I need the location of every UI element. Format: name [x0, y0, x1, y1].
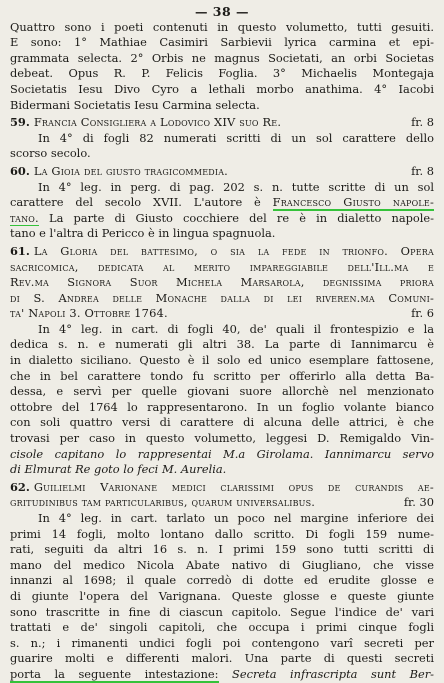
entry-title: Francia Consigliera a Lodovico XIV suo Re. [33, 115, 282, 130]
intro-line: E sono: 1° Mathiae Casimiri Sarbievii lyrica carmina et epi- [10, 35, 434, 50]
highlighted-phrase: porta la seguente intestazione: [10, 666, 219, 681]
entry-line: in dialetto siciliano. Questo è il solo ed unico esemplare fattosene, [10, 353, 434, 368]
entry-line: rati, seguiti da altri 16 s. n. I primi 159 sono tutti scritti di [10, 542, 434, 557]
entry-line: La parte di Giusto cocchiere del re è in dialetto napole- [38, 210, 434, 225]
entry-line: che in bel carattere tondo fu scritto per offerirlo alla detta Ba- [10, 368, 434, 383]
entry-line: In 4° di fogli 82 numerati scritti di un sol carattere dello [38, 130, 434, 145]
entry-format: fr. 8 [411, 163, 434, 178]
entry-line: tano e l'altra di Pericco è in lingua spagnuola. [10, 226, 276, 241]
entry-line: trovasi per caso in questo volumetto, leggesi D. Remigaldo Vin- [10, 431, 434, 446]
entry-title: Rev.ma Signora Suor Michela Marsarola, degnissima priora [10, 275, 434, 290]
entry-format: fr. 8 [411, 115, 434, 130]
entry-line: dessa, e servì per quelle giovani suore allorchè nel menzionato [10, 384, 434, 399]
entry-line: con soli quattro versi di carattere di alcuna delle attrici, è che [10, 415, 434, 430]
intro-paragraph [10, 20, 434, 114]
entry-62 [10, 480, 434, 683]
entry-line: guarire molti e differenti malori. Una parte di questi secreti [10, 651, 434, 666]
entry-line: scorso secolo. [10, 146, 91, 161]
entry-number: 59. [10, 115, 30, 130]
intro-line: grammata selecta. 2° Orbis ne magnus Societati, an orbi Societas [10, 50, 434, 65]
entry-line: di giunte l'opera del Varignana. Queste glosse e queste giunte [10, 588, 434, 603]
entry-line: primi 14 fogli, molto lontano dallo scritto. Di fogli 159 nume- [10, 526, 434, 541]
entry-line: innanzi al 1698; il quale corredò di dotte ed erudite glosse e [10, 573, 434, 588]
entry-line: In 4° leg. in cart. di fogli 40, de' quali il frontespizio e la [38, 321, 434, 336]
entry-line: trattati e de' singoli capitoli, che occupa i primi cinque fogli [10, 620, 434, 635]
entry-title: gritudinibus tam particularibus, quarum universalibus. [10, 495, 316, 510]
entry-61 [10, 244, 434, 478]
entry-title: sacricomica, dedicata al merito impareggiabile dell'Ill.ma e [10, 259, 434, 274]
entry-line: Secreta infrascripta sunt Ber- [218, 666, 434, 681]
entry-format: fr. 6 [411, 306, 434, 321]
entry-number: 61. [10, 243, 30, 258]
highlighted-author: tano. [10, 210, 39, 225]
intro-line: debeat. Opus R. P. Felicis Foglia. 3° Michaelis Montegaja [10, 66, 434, 81]
highlighted-author: Francesco Giusto napole- [272, 195, 434, 210]
intro-line: Societatis Iesu Divo Cyro a lethali morbo anathima. 4° Iacobi [10, 81, 434, 96]
entry-line: s. n.; i rimanenti undici fogli poi contengono varî secreti per [10, 635, 434, 650]
entry-line: cisole capitano lo rappresentai M.a Girolama. Iannimarcu servo [10, 446, 434, 461]
entry-line: carattere del secolo XVII. L'autore è [10, 195, 273, 210]
entry-number: 60. [10, 163, 30, 178]
entry-line: In 4° leg. in perg. di pag. 202 s. n. tutte scritte di un sol [38, 179, 434, 194]
entry-title: ta' Napoli 3. Ottobre 1764. [10, 306, 168, 321]
entry-line: ottobre del 1764 lo rappresentarono. In un foglio volante bianco [10, 399, 434, 414]
intro-line: Quattro sono i poeti contenuti in questo volumetto, tutti gesuiti. [10, 19, 434, 34]
entry-format: fr. 30 [403, 495, 434, 510]
entry-title: Guilielmi Varionane medici clarissimi opus de curandis ae- [33, 479, 434, 494]
entry-title: La Gioia del giusto tragicommedia. [33, 163, 229, 178]
entry-title: La Gloria del battesimo, o sia la fede in trionfo. Opera [33, 243, 434, 258]
page-number: — 38 — [194, 4, 250, 19]
entry-line: sono trascritte in fine di ciascun capitolo. Segue l'indice de' vari [10, 604, 434, 619]
entry-line: mano del medico Nicola Abate nativo di Giugliano, che visse [10, 557, 434, 572]
entry-line: In 4° leg. in cart. tarlato un poco nel margine inferiore dei [38, 511, 434, 525]
entry-number: 62. [10, 479, 30, 494]
entry-60 [10, 164, 434, 242]
entry-title: di S. Andrea delle Monache dalla di lei riveren.ma Comuni- [10, 290, 434, 305]
entry-line: dedica s. n. e numerati gli altri 38. La parte di Iannimarcu è [10, 337, 434, 352]
intro-line: Bidermani Societatis Iesu Carmina selecta. [10, 97, 260, 112]
entry-line: di Elmurat Re goto lo feci M. Aurelia. [10, 462, 227, 477]
entry-59 [10, 115, 434, 162]
